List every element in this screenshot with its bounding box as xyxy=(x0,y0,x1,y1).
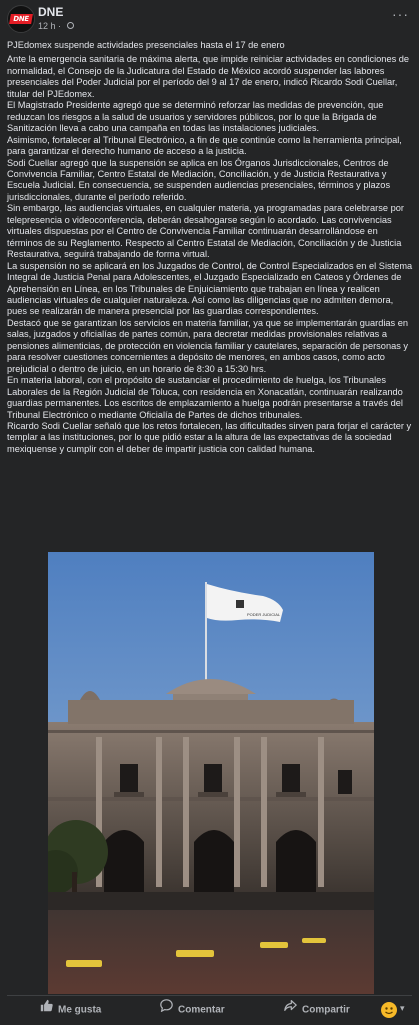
share-label: Compartir xyxy=(302,1004,350,1016)
share-icon xyxy=(284,996,297,1024)
comment-label: Comentar xyxy=(178,1004,225,1016)
paragraph: En materia laboral, con el propósito de sustanciar el procedimiento de huelga, los Tribunales Laborales de la Región Judicial de Toluca, con residencia en Xonacatlán, continuarán realizando guardias permanentes. Los escritos de emplazamiento a huelga podrán presentarse a través del Tribunal Electrónico o mediante Oficialía de Partes de dichos tribunales. xyxy=(7,375,403,420)
paragraph: Destacó que se garantizan los servicios en materia familiar, ya que se implementarán guardias en salas, juzgados y oficialías de partes común, para decretar medidas provisionales relativas a pensiones alimenticias, de protección en violencia familiar y cautelares, separación de personas y para resolver cuestiones concernientes a depósito de menores, en ambos casos, como acto prejudicial o dentro de juicio, en un horario de 8:30 a 15:30 hrs. xyxy=(7,317,409,374)
paragraph: Ricardo Sodi Cuellar señaló que los retos fortalecen, las dificultades sirven para forjar el carácter y templar a las instituciones, por lo que pidió estar a la altura de las expectativas de la sociedad mexiquense y cumplir con el deber de impartir justicia con calidad humana. xyxy=(7,420,412,454)
paragraph: Asimismo, fortalecer al Tribunal Electrónico, a fin de que continúe como la herramienta principal, para garantizar el derecho humano de acceso a la justicia. xyxy=(7,134,402,157)
paragraph: El Magistrado Presidente agregó que se determinó reforzar las medidas de prevención, que reduzcan los riesgos a la salud de usuarios y servidores públicos, por lo que la Brigada de Sanitización lleva a cabo una campaña en todas las instalaciones judiciales. xyxy=(7,100,384,134)
page-avatar[interactable] xyxy=(7,5,35,33)
meta-separator: · xyxy=(58,20,62,31)
post-photo[interactable] xyxy=(48,552,374,994)
post-meta xyxy=(38,20,74,31)
paragraph: Sodi Cuellar agregó que la suspensión se aplica en los Órganos Jurisdiccionales, Centros de Convivencia Familiar, Centro Estatal de Mediación, Conciliación, y de Justicia Restaurativa y Escuela Judicial. En consecuencia, se suspenden audiencias presenciales, términos y plazos jurisdiccionales, durante el período referido. xyxy=(7,157,391,202)
post-title: PJEdomex suspende actividades presenciales hasta el 17 de enero xyxy=(7,40,285,50)
flag-text: PODER JUDICIAL xyxy=(247,612,281,617)
post-time[interactable]: 12 h xyxy=(38,20,56,31)
share-button[interactable] xyxy=(284,996,350,1024)
paragraph: Sin embargo, las audiencias virtuales, en cualquier materia, ya programadas para celebrarse por telepresencia o videoconferencia, deberán desahogarse según lo acordado. Las convivencias virtuales dispuestas por el Centro de Convivencia Familiar continuarán desarrollándose en términos de su Reglamento. Respecto al Centro Estatal de Mediación, Conciliación y de Justicia Restaurativa, seguirá trabajando de forma virtual. xyxy=(7,203,404,260)
like-label: Me gusta xyxy=(58,1004,102,1016)
post-body xyxy=(7,40,414,455)
dne-logo: DNE xyxy=(9,14,33,24)
chevron-down-icon: ▾ xyxy=(400,1003,405,1013)
courthouse-photo xyxy=(48,552,374,994)
page-name[interactable]: DNE xyxy=(38,5,64,19)
post-actions xyxy=(0,996,419,1024)
reaction-emoji-icon xyxy=(381,1002,397,1018)
paragraph: La suspensión no se aplicará en los Juzgados de Control, de Control Especializados en el Sistema Integral de Justicia Penal para Adolescentes, el Juzgado Especializado en Cateos y Órdenes de Aprehensión en Línea, en los Tribunales de Enjuiciamiento que trabajan en línea y realicen audiencias virtuales de cualquier naturaleza. Así como las diligencias que no admiten demora, pues se realizarán de manera presencial por las guardias correspondientes. xyxy=(7,260,413,317)
more-options-icon[interactable]: ··· xyxy=(392,6,409,22)
reaction-selector[interactable] xyxy=(381,1002,411,1018)
like-button[interactable] xyxy=(40,996,101,1024)
globe-icon xyxy=(67,22,74,29)
thumbs-up-icon xyxy=(40,996,53,1024)
paragraph: Ante la emergencia sanitaria de máxima alerta, que impide reiniciar actividades en condiciones de normalidad, el Consejo de la Judicatura del Estado de México acordó suspender las labores presenciales del Poder Judicial por el período del 9 al 17 de enero, indicó Ricardo Sodi Cuellar, titular del PJEdomex. xyxy=(7,54,410,99)
comment-icon xyxy=(160,996,173,1024)
comment-button[interactable] xyxy=(160,996,225,1024)
